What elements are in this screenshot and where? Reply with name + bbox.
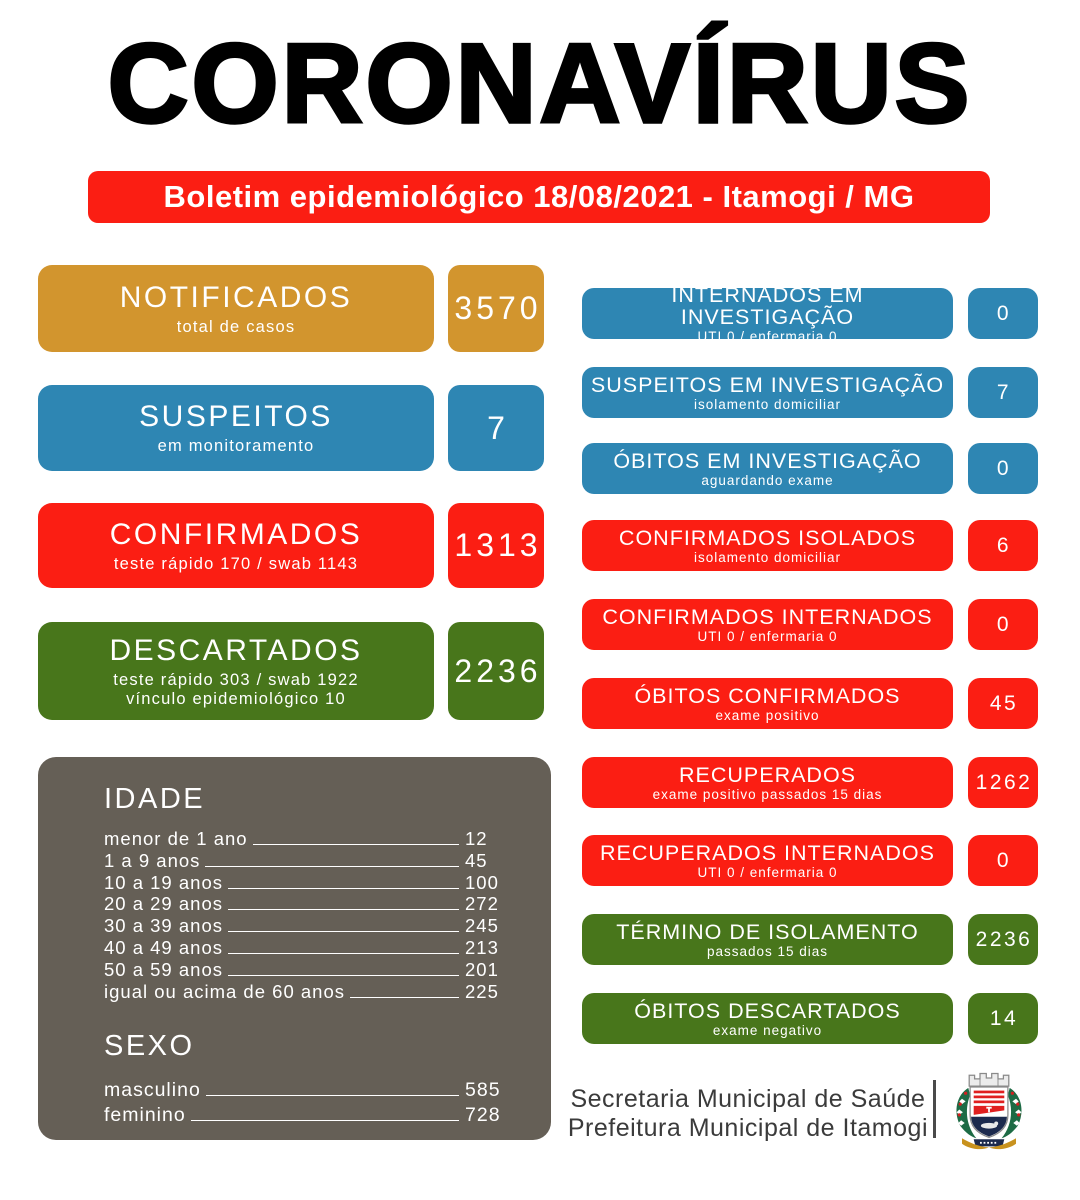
stat-value-text: 1313 <box>454 527 542 563</box>
stat-value-obitos-investigacao <box>968 443 1038 494</box>
age-row-value: 272 <box>465 893 499 915</box>
age-row-label: 30 a 39 anos <box>104 915 223 937</box>
stat-card-confirmados-isolados <box>582 520 953 571</box>
stat-label: SUSPEITOS EM INVESTIGAÇÃO <box>590 372 945 397</box>
age-row-label: igual ou acima de 60 anos <box>104 980 345 1002</box>
age-row <box>104 981 499 1003</box>
age-row <box>104 915 499 937</box>
stat-sublabel: isolamento domiciliar <box>693 549 842 565</box>
stat-value-termino-isolamento <box>968 914 1038 965</box>
leader-line <box>228 953 459 954</box>
stat-label: NOTIFICADOS <box>119 280 353 314</box>
footer-divider <box>933 1080 936 1138</box>
stat-value-obitos-confirmados <box>968 678 1038 729</box>
stat-value-notificados <box>448 265 544 352</box>
stat-card-obitos-investigacao <box>582 443 953 494</box>
stat-value-text: 7 <box>487 409 509 446</box>
stat-sublabel: UTI 0 / enfermaria 0 <box>697 628 838 644</box>
stat-label: DESCARTADOS <box>109 633 363 667</box>
stat-value-text: 2236 <box>975 927 1033 951</box>
stat-card-confirmados <box>38 503 434 588</box>
sex-heading: SEXO <box>104 1030 195 1063</box>
leader-line <box>228 931 459 932</box>
stat-card-recuperados-internados <box>582 835 953 886</box>
age-rows <box>104 828 499 1002</box>
age-row-label: 10 a 19 anos <box>104 871 223 893</box>
stat-value-text: 45 <box>989 691 1019 715</box>
age-row-value: 213 <box>465 936 499 958</box>
stat-value-recuperados <box>968 757 1038 808</box>
age-row-value: 201 <box>465 958 499 980</box>
stat-card-notificados <box>38 265 434 352</box>
stat-sublabel: teste rápido 303 / swab 1922 <box>113 670 359 689</box>
leader-line <box>253 844 459 845</box>
stat-card-descartados <box>38 622 434 720</box>
stat-card-suspeitos <box>38 385 434 471</box>
stat-label: RECUPERADOS <box>678 762 857 787</box>
stat-label: CONFIRMADOS <box>109 517 363 551</box>
stat-value-internados-investigacao <box>968 288 1038 339</box>
stat-label: ÓBITOS DESCARTADOS <box>634 998 901 1023</box>
leader-line <box>205 866 459 867</box>
stat-value-text: 2236 <box>454 652 542 689</box>
stat-label: INTERNADOS EM INVESTIGAÇÃO <box>671 282 864 329</box>
stat-card-recuperados <box>582 757 953 808</box>
stat-sublabel: UTI 0 / enfermaria 0 <box>697 328 838 344</box>
stat-label: RECUPERADOS INTERNADOS <box>600 840 935 865</box>
stat-card-termino-isolamento <box>582 914 953 965</box>
stat-value-text: 7 <box>996 380 1012 404</box>
age-row <box>104 893 499 915</box>
subtitle-text: Boletim epidemiológico 18/08/2021 - Itamogi / MG <box>163 179 915 214</box>
age-row <box>104 937 499 959</box>
stat-label: CONFIRMADOS ISOLADOS <box>618 525 917 550</box>
page-title: CORONAVÍRUS <box>107 21 973 146</box>
stat-value-confirmados <box>448 503 544 588</box>
stat-sublabel: exame positivo passados 15 dias <box>652 786 883 802</box>
itamogi-coat-of-arms-icon <box>944 1068 1034 1160</box>
sex-row-label: masculino <box>104 1079 201 1102</box>
footer-line-2: Prefeitura Municipal de Itamogi <box>567 1114 928 1142</box>
age-row <box>104 850 499 872</box>
leader-line <box>228 909 459 910</box>
stat-sublabel: teste rápido 170 / swab 1143 <box>113 554 359 573</box>
age-row-label: menor de 1 ano <box>104 828 248 849</box>
stat-card-internados-investigacao <box>582 282 953 344</box>
stat-value-text: 0 <box>996 612 1012 636</box>
age-row-value: 100 <box>465 871 499 893</box>
stat-card-obitos-descartados <box>582 993 953 1044</box>
stat-value-text: 14 <box>989 1006 1019 1030</box>
stat-sublabel: UTI 0 / enfermaria 0 <box>697 864 838 880</box>
stat-value-confirmados-internados <box>968 599 1038 650</box>
leader-line <box>228 975 459 976</box>
stat-sublabel: exame negativo <box>712 1022 823 1038</box>
footer-line-1: Secretaria Municipal de Saúde <box>570 1085 926 1113</box>
age-row-value: 45 <box>465 849 488 871</box>
stat-value-suspeitos-investigacao <box>968 367 1038 418</box>
stat-sublabel: exame positivo <box>715 707 820 723</box>
stat-value-text: 3570 <box>454 290 542 326</box>
stat-card-suspeitos-investigacao <box>582 367 953 418</box>
stat-value-text: 0 <box>996 301 1012 325</box>
stat-value-text: 1262 <box>975 770 1033 794</box>
leader-line <box>350 997 459 998</box>
sex-row <box>104 1104 499 1129</box>
stat-label: ÓBITOS CONFIRMADOS <box>634 683 901 708</box>
stat-value-text: 0 <box>996 848 1012 872</box>
sex-row <box>104 1079 499 1104</box>
leader-line <box>206 1095 459 1096</box>
stat-value-confirmados-isolados <box>968 520 1038 571</box>
age-row-label: 20 a 29 anos <box>104 893 223 915</box>
age-heading: IDADE <box>104 783 206 815</box>
stat-sublabel-2: vínculo epidemiológico 10 <box>126 689 346 708</box>
demographics-panel <box>38 757 551 1140</box>
leader-line <box>191 1120 459 1121</box>
stat-label: ÓBITOS EM INVESTIGAÇÃO <box>613 448 922 473</box>
stat-card-confirmados-internados <box>582 599 953 650</box>
sex-row-value: 728 <box>465 1104 501 1127</box>
age-row-label: 40 a 49 anos <box>104 936 223 958</box>
stat-sublabel: aguardando exame <box>701 472 834 488</box>
footer-credit <box>568 1085 928 1143</box>
stat-value-suspeitos <box>448 385 544 471</box>
age-row <box>104 828 499 850</box>
age-row-label: 50 a 59 anos <box>104 958 223 980</box>
stat-sublabel: em monitoramento <box>157 437 315 455</box>
stat-value-text: 6 <box>996 533 1012 557</box>
age-row-value: 245 <box>465 915 499 937</box>
age-row-value: 12 <box>465 828 488 849</box>
stat-card-obitos-confirmados <box>582 678 953 729</box>
sex-row-value: 585 <box>465 1079 501 1102</box>
leader-line <box>228 888 459 889</box>
stat-label: SUSPEITOS <box>139 400 333 433</box>
stat-value-obitos-descartados <box>968 993 1038 1044</box>
stat-sublabel: total de casos <box>176 317 296 336</box>
stat-value-descartados <box>448 622 544 720</box>
age-row-value: 225 <box>465 980 499 1002</box>
stat-sublabel: passados 15 dias <box>706 943 829 959</box>
sex-rows <box>104 1079 499 1129</box>
subtitle-banner <box>88 171 990 223</box>
stat-label: CONFIRMADOS INTERNADOS <box>602 604 933 629</box>
age-row <box>104 959 499 981</box>
stat-label: TÉRMINO DE ISOLAMENTO <box>616 919 919 944</box>
sex-row-label: feminino <box>104 1104 186 1127</box>
stat-sublabel: isolamento domiciliar <box>693 396 842 412</box>
stat-value-text: 0 <box>996 456 1012 480</box>
age-row-label: 1 a 9 anos <box>104 849 201 871</box>
age-row <box>104 872 499 894</box>
stat-value-recuperados-internados <box>968 835 1038 886</box>
